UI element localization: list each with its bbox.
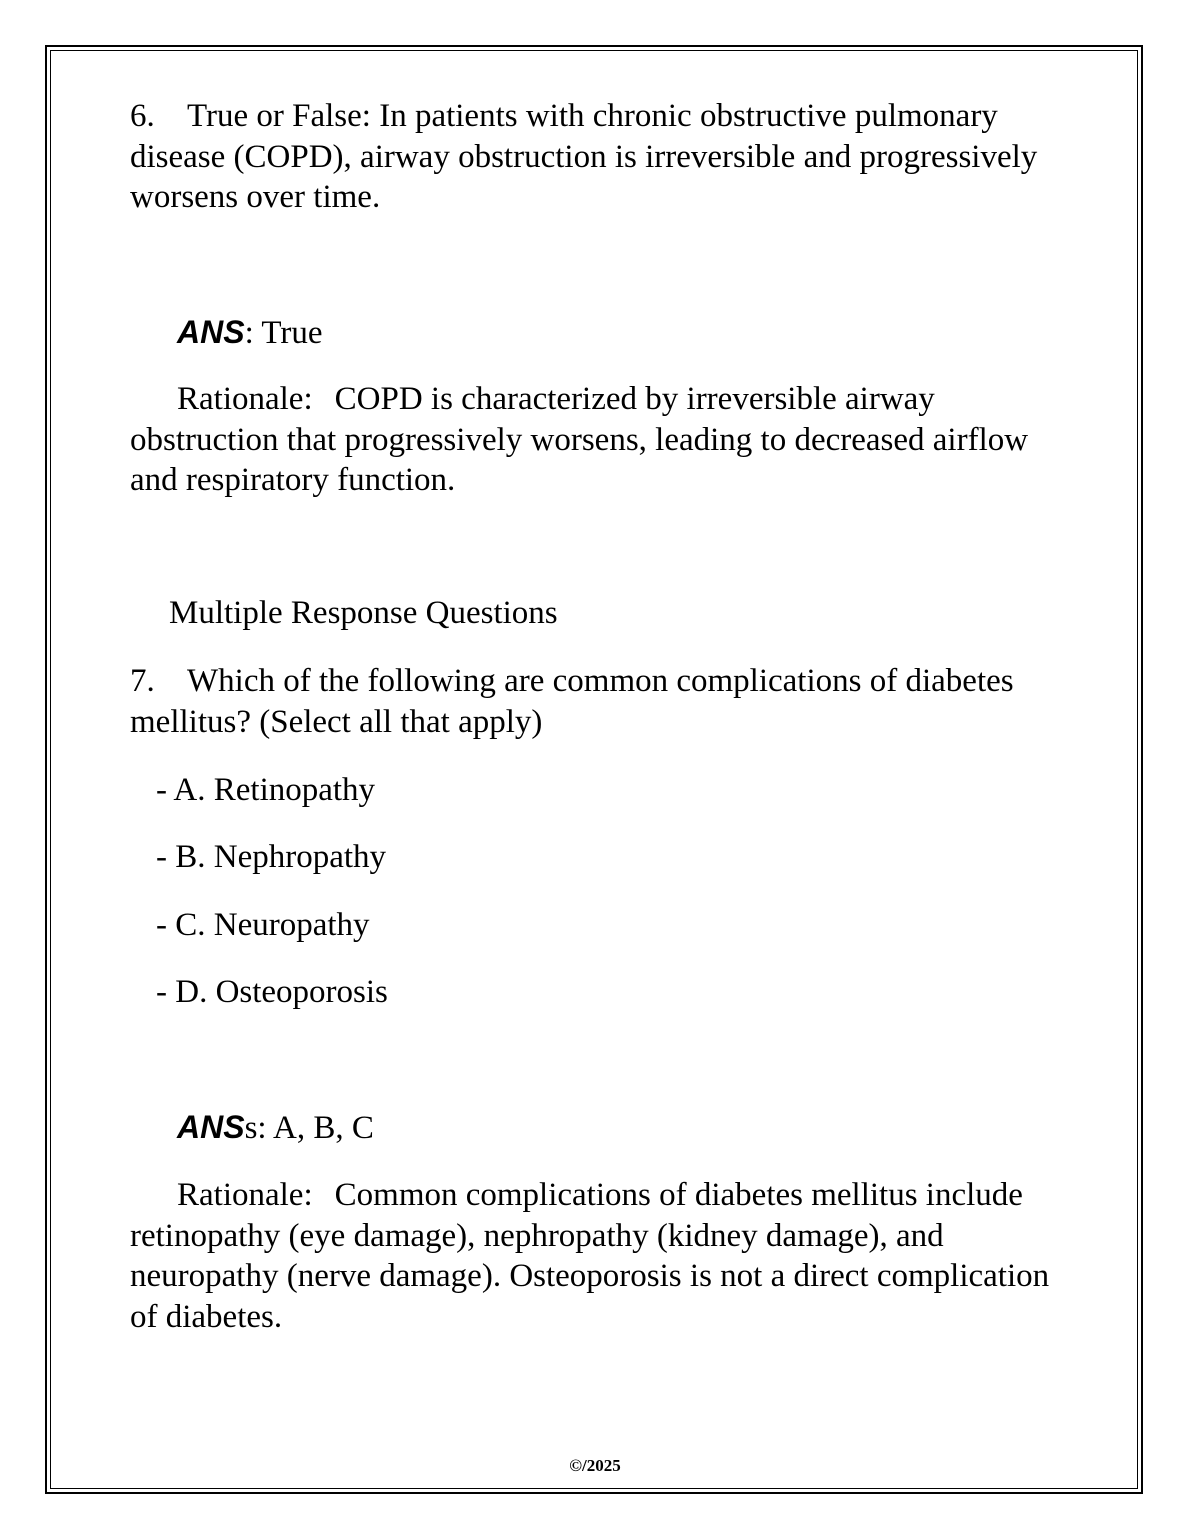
rationale-6 — [130, 379, 1070, 501]
option-c: - C. Neuropathy — [156, 907, 370, 943]
question-text: Which of the following are common complications of diabetes mellitus? (Select all that apply) — [130, 663, 1014, 740]
question-number: 7. — [130, 663, 155, 699]
option-a: - A. Retinopathy — [156, 772, 376, 808]
question-text: True or False: In patients with chronic obstructive pulmonary disease (COPD), airway obstruction is irreversible and progressively worsens over time. — [130, 98, 1038, 215]
answer-label: ANS — [177, 314, 245, 350]
answer-7 — [130, 1107, 374, 1149]
option-b: - B. Nephropathy — [156, 839, 387, 875]
answer-value: : True — [244, 315, 323, 351]
answer-label: ANS — [177, 1109, 245, 1145]
answer-6 — [130, 312, 323, 354]
rationale-text: Common complications of diabetes mellitus include retinopathy (eye damage), nephropathy (kidney damage), and neuropathy (nerve damage). Osteoporosis is not a direct complication of diabetes. — [130, 1177, 1050, 1335]
rationale-text: COPD is characterized by irreversible airway obstruction that progressively worsens, leading to decreased airflow and respiratory function. — [130, 381, 1029, 498]
question-number: 6. — [130, 98, 155, 134]
rationale-label: Rationale: — [177, 1177, 313, 1213]
question-6 — [130, 96, 1070, 218]
answer-value: s: A, B, C — [244, 1110, 374, 1146]
copyright-footer: ©/2025 — [569, 1456, 621, 1475]
question-7 — [130, 661, 1070, 742]
rationale-label: Rationale: — [177, 381, 313, 417]
section-heading: Multiple Response Questions — [169, 595, 558, 631]
rationale-7 — [130, 1175, 1070, 1337]
option-d: - D. Osteoporosis — [156, 974, 388, 1010]
